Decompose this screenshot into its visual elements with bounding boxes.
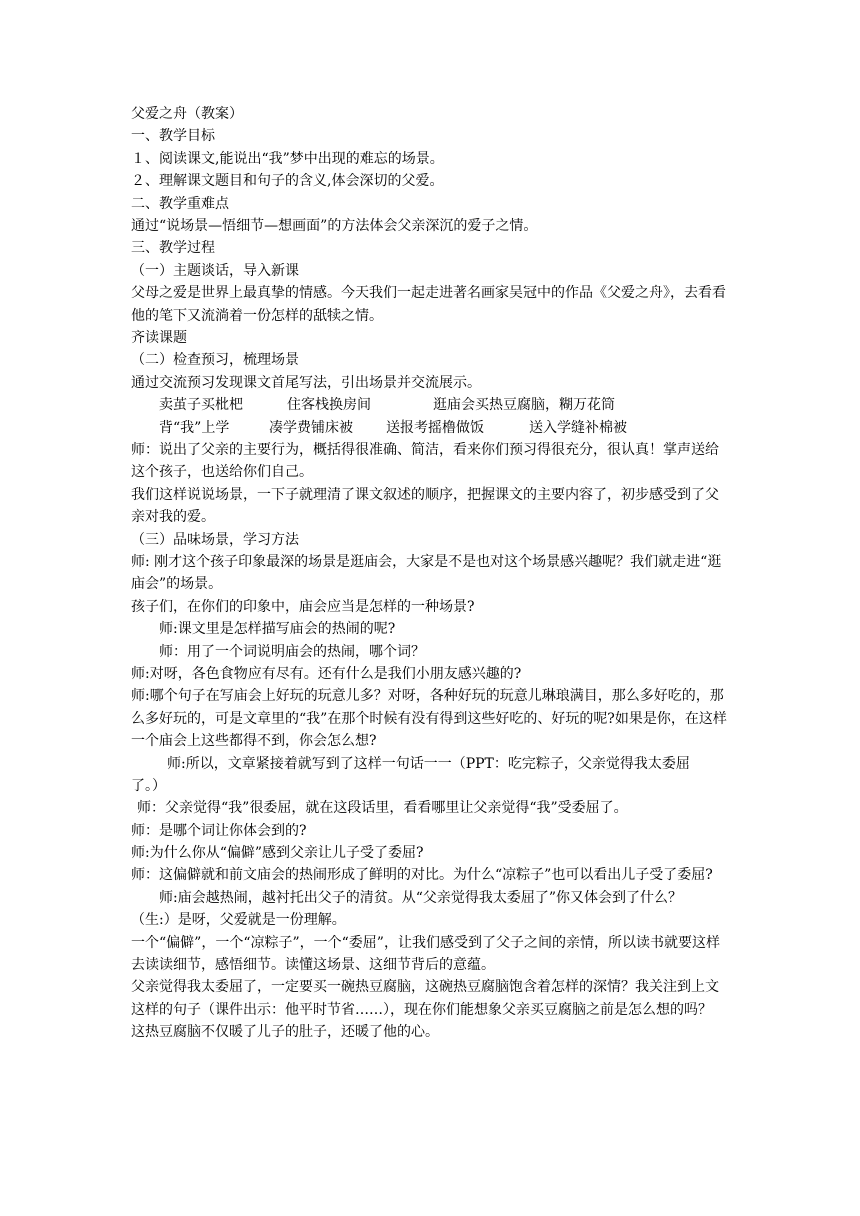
paragraph: 师：是哪个词让你体会到的? [131, 822, 307, 839]
paragraph: 这热豆腐脑不仅暖了儿子的肚子，还暖了他的心。 [131, 1024, 439, 1041]
scene-row-2 [131, 417, 731, 439]
paragraph: 师：父亲觉得“我”很委屈，就在这段话里，看看哪里让父亲觉得“我”受委屈了。 [137, 800, 628, 817]
paragraph: 师:为什么你从“偏僻”感到父亲让儿子受了委屈? [131, 845, 424, 862]
scene-item: 凑学费铺床被 [269, 419, 353, 436]
scene-item: 卖茧子买枇杷 [159, 397, 243, 414]
paragraph: 一个“偏僻”，一个“凉粽子”，一个“委屈”，让我们感受到了父子之间的亲情，所以读书就要这样去读读细节，感悟细节。读懂这场景、这细节背后的意蕴。 [131, 934, 720, 974]
paragraph: 师:所以，文章紧接着就写到了这样一句话一一（PPT：吃完粽子，父亲觉得我太委屈 [167, 755, 690, 772]
paragraph: （生:）是呀，父爱就是一份理解。 [131, 912, 346, 929]
scene-row-1: 卖茧子买枇杷 住客栈换房间 逛庙会买热豆腐脑，糊万花筒 [131, 394, 731, 416]
scene-item: 送入学缝补棉被 [529, 419, 627, 436]
document-page [131, 103, 731, 1044]
paragraph: 师: 刚才这个孩子印象最深的场景是逛庙会，大家是不是也对这个场景感兴趣呢？我们就走进“逛庙会”的场景。 [131, 553, 722, 593]
goal-item-1: １、阅读课文,能说出“我”梦中出现的难忘的场景。 [131, 150, 444, 167]
paragraph: 师：说出了父亲的主要行为，概括得很准确、简洁，看来你们预习得很充分，很认真！掌声送给这个孩子，也送给你们自己。 [131, 441, 719, 481]
subsection-heading-3: （三）品味场景，学习方法 [131, 531, 299, 548]
section-heading-key-points: 二、教学重难点 [131, 195, 229, 212]
paragraph: 齐读课题 [131, 329, 187, 346]
section-heading-process: 三、教学过程 [131, 240, 215, 257]
scene-item: 送报考摇橹做饭 [386, 419, 484, 436]
paragraph: 师：用了一个词说明庙会的热闹，哪个词？ [159, 643, 425, 660]
paragraph: 通过交流预习发现课文首尾写法，引出场景并交流展示。 [131, 374, 481, 391]
goal-item-2: ２、理解课文题目和句子的含义,体会深切的父爱。 [131, 173, 444, 190]
paragraph: 师:庙会越热闹，越衬托出父子的清贫。从“父亲觉得我太委屈了”你又体会到了什么？ [159, 889, 683, 906]
scene-item: 背“我”上学 [159, 419, 230, 436]
paragraph: 父母之爱是世界上最真挚的情感。今天我们一起走进著名画家吴冠中的作品《父爱之舟》，去看看他的笔下又流淌着一份怎样的舐犊之情。 [131, 285, 726, 324]
paragraph: 师：这偏僻就和前文庙会的热闹形成了鲜明的对比。为什么“凉粽子”也可以看出儿子受了委屈? [131, 867, 713, 884]
scene-item: 住客栈换房间 [287, 397, 371, 414]
paragraph: 师:对呀，各色食物应有尽有。还有什么是我们小朋友感兴趣的? [131, 665, 522, 682]
doc-title: 父爱之舟（教案） [131, 106, 243, 122]
key-point-text: 通过“说场景—悟细节—想画面”的方法体会父亲深沉的爱子之情。 [131, 217, 538, 234]
paragraph: 了。） [131, 777, 166, 794]
section-heading-goals: 一、教学目标 [131, 128, 215, 145]
subsection-heading-2: （二）检查预习，梳理场景 [131, 352, 299, 369]
paragraph: 父亲觉得我太委屈了，一定要买一碗热豆腐脑，这碗热豆腐脑饱含着怎样的深情？我关注到上文这样的句子（课件出示：他平时节省……），现在你们能想象父亲买豆腐脑之前是怎么想的吗？ [131, 979, 719, 1018]
paragraph: 师:课文里是怎样描写庙会的热闹的呢? [159, 621, 396, 638]
subsection-heading-1: （一）主题谈话，导入新课 [131, 262, 299, 279]
paragraph: 孩子们，在你们的印象中，庙会应当是怎样的一种场景? [131, 598, 475, 615]
paragraph: 我们这样说说场景，一下子就理清了课文叙述的顺序，把握课文的主要内容了，初步感受到了父亲对我的爱。 [131, 486, 719, 526]
paragraph: 师:哪个句子在写庙会上好玩的玩意儿多？对呀，各种好玩的玩意儿琳琅满目，那么多好吃的，那么多好玩的，可是文章里的“我”在那个时候有没有得到这些好吃的、好玩的呢?如果是你，在这样一个庙会上这些都得不到，你会怎么想? [131, 688, 727, 750]
